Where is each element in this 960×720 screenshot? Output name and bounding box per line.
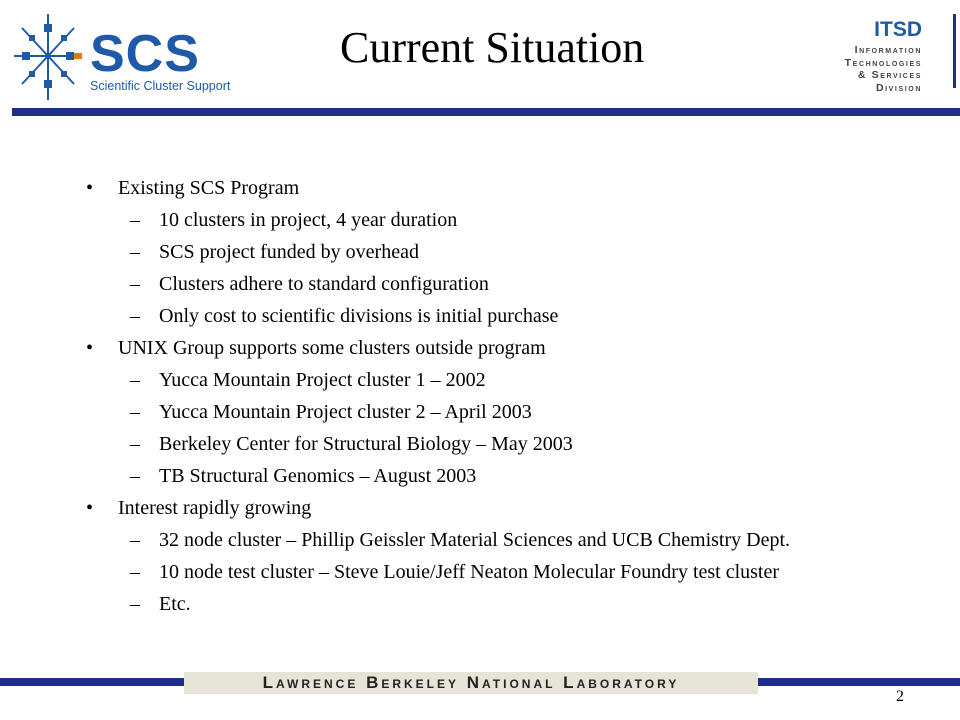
- sub-bullet-text: Yucca Mountain Project cluster 2 – April 2003: [159, 401, 532, 423]
- slide-body: [86, 172, 946, 620]
- sub-bullet-text: Berkeley Center for Structural Biology – May 2003: [159, 433, 573, 455]
- sub-bullet-text: Yucca Mountain Project cluster 1 – 2002: [159, 369, 486, 391]
- itsd-divider: [953, 14, 956, 88]
- sub-bullet-text: 10 node test cluster – Steve Louie/Jeff Neaton Molecular Foundry test cluster: [159, 561, 780, 583]
- itsd-line: Technologies: [844, 56, 922, 69]
- sub-bullet-mark: –: [130, 241, 140, 263]
- header-rule: [12, 108, 960, 116]
- bullet-item: [86, 172, 946, 204]
- sub-bullet-item: [86, 364, 946, 396]
- sub-bullet-mark: –: [130, 561, 140, 583]
- sub-bullet-mark: –: [130, 433, 140, 455]
- itsd-line: Division: [875, 81, 922, 94]
- itsd-logo: [830, 14, 955, 106]
- bullet-mark: •: [86, 337, 94, 359]
- sub-bullet-item: [86, 236, 946, 268]
- bullet-item: [86, 492, 946, 524]
- sub-bullet-item: [86, 396, 946, 428]
- sub-bullet-item: [86, 460, 946, 492]
- sub-bullet-item: [86, 300, 946, 332]
- sub-bullet-item: [86, 524, 946, 556]
- sub-bullet-mark: –: [130, 369, 140, 391]
- sub-bullet-text: Clusters adhere to standard configuration: [159, 273, 489, 295]
- sub-bullet-text: SCS project funded by overhead: [159, 241, 419, 263]
- sub-bullet-item: [86, 556, 946, 588]
- sub-bullet-mark: –: [130, 593, 140, 615]
- itsd-line: & Services: [857, 69, 922, 81]
- scs-wordmark: SCS: [90, 25, 200, 83]
- sub-bullet-text: 10 clusters in project, 4 year duration: [159, 209, 458, 231]
- bullet-text: Existing SCS Program: [118, 177, 300, 199]
- footer-rule-right: [758, 678, 960, 686]
- sub-bullet-mark: –: [130, 209, 140, 231]
- slide-title: Current Situation: [340, 23, 645, 72]
- scs-logo: [12, 12, 232, 104]
- sub-bullet-item: [86, 204, 946, 236]
- itsd-line: Information: [854, 44, 922, 56]
- sub-bullet-mark: –: [130, 273, 140, 295]
- sub-bullet-text: Only cost to scientific divisions is initial purchase: [159, 305, 559, 327]
- bullet-item: [86, 332, 946, 364]
- itsd-acronym: ITSD: [874, 18, 922, 41]
- scs-tagline: Scientific Cluster Support: [90, 79, 231, 93]
- bullet-mark: •: [86, 497, 94, 519]
- sub-bullet-mark: –: [130, 401, 140, 423]
- sub-bullet-item: [86, 268, 946, 300]
- sub-bullet-mark: –: [130, 465, 140, 487]
- sub-bullet-text: TB Structural Genomics – August 2003: [159, 465, 477, 487]
- sub-bullet-mark: –: [130, 305, 140, 327]
- bullet-text: Interest rapidly growing: [118, 497, 312, 519]
- sub-bullet-item: [86, 588, 946, 620]
- footer-rule-left: [0, 678, 184, 686]
- bullet-text: UNIX Group supports some clusters outside program: [118, 337, 546, 359]
- sub-bullet-text: Etc.: [159, 593, 191, 615]
- itsd-division-name: [845, 44, 922, 94]
- starburst-icon: [12, 12, 84, 104]
- bullet-mark: •: [86, 177, 94, 199]
- lab-name: Lawrence Berkeley National Laboratory: [262, 673, 680, 692]
- sub-bullet-text: 32 node cluster – Phillip Geissler Material Sciences and UCB Chemistry Dept.: [159, 529, 790, 551]
- footer-banner: [184, 672, 758, 694]
- sub-bullet-mark: –: [130, 529, 140, 551]
- slide-number: 2: [896, 688, 904, 705]
- sub-bullet-item: [86, 428, 946, 460]
